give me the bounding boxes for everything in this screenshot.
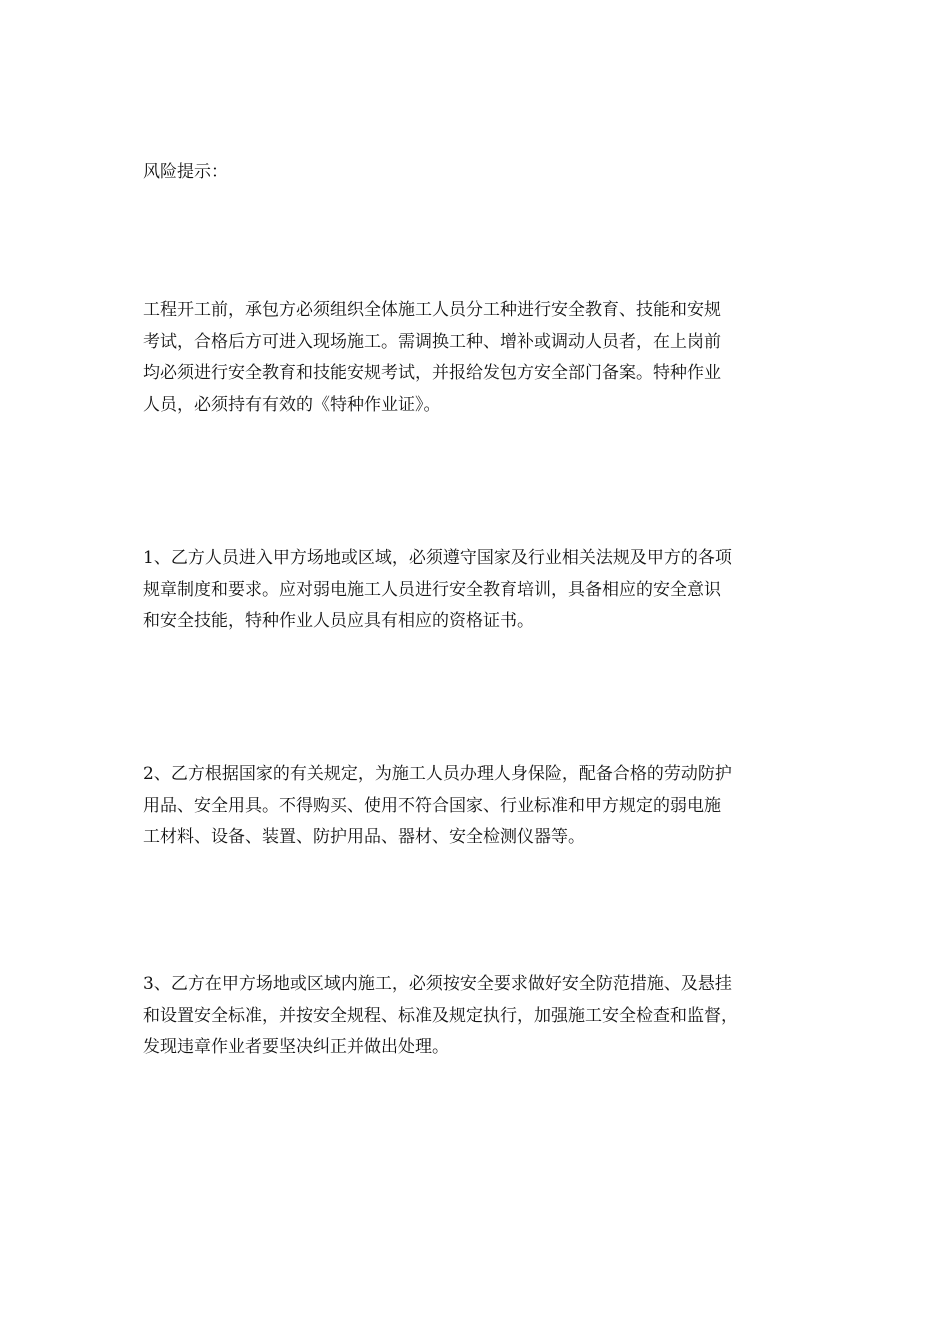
text-line: 和设置安全标准，并按安全规程、标准及规定执行，加强施工安全检查和监督，	[143, 1005, 738, 1026]
text-line: 均必须进行安全教育和技能安规考试，并报给发包方安全部门备案。特种作业	[143, 363, 721, 383]
text-line: 1、乙方人员进入甲方场地或区域，必须遵守国家及行业相关法规及甲方的各项	[143, 548, 732, 568]
text-line: 考试，合格后方可进入现场施工。需调换工种、增补或调动人员者，在上岗前	[143, 331, 721, 352]
text-line: 2、乙方根据国家的有关规定，为施工人员办理人身保险，配备合格的劳动防护	[143, 764, 732, 784]
paragraph-item-2	[143, 759, 808, 854]
text-line: 和安全技能，特种作业人员应具有相应的资格证书。	[143, 611, 534, 631]
text-line: 工材料、设备、装置、防护用品、器材、安全检测仪器等。	[143, 827, 585, 847]
paragraph-item-3	[143, 969, 808, 1064]
text-line: 规章制度和要求。应对弱电施工人员进行安全教育培训，具备相应的安全意识	[143, 579, 721, 600]
section-heading: 风险提示：	[143, 162, 228, 182]
text-line: 发现违章作业者要坚决纠正并做出处理。	[143, 1037, 449, 1057]
text-line: 用品、安全用具。不得购买、使用不符合国家、行业标准和甲方规定的弱电施	[143, 795, 721, 816]
paragraph-intro	[143, 295, 808, 421]
text-line: 工程开工前，承包方必须组织全体施工人员分工种进行安全教育、技能和安规	[143, 300, 721, 320]
text-line: 人员，必须持有有效的《特种作业证》。	[143, 394, 441, 415]
text-line: 3、乙方在甲方场地或区域内施工，必须按安全要求做好安全防范措施、及悬挂	[143, 974, 732, 994]
paragraph-item-1	[143, 543, 808, 638]
